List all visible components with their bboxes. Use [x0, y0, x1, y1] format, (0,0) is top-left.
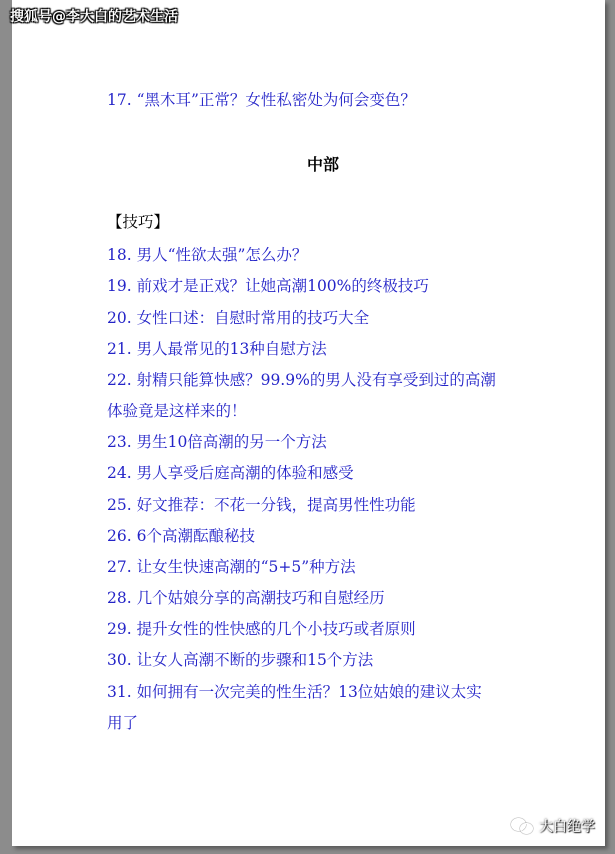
- badge-label: 大白绝学: [539, 819, 595, 835]
- toc-item[interactable]: 30. 让女人高潮不断的步骤和15个方法: [107, 651, 374, 669]
- section-heading: 中部: [307, 155, 340, 174]
- toc-item[interactable]: 20. 女性口述：自慰时常用的技巧大全: [107, 309, 370, 327]
- toc-item[interactable]: 28. 几个姑娘分享的高潮技巧和自慰经历: [107, 589, 385, 607]
- toc-item[interactable]: 21. 男人最常见的13种自慰方法: [107, 340, 327, 358]
- toc-item[interactable]: 17. “黑木耳”正常？女性私密处为何会变色？: [107, 91, 416, 109]
- toc-item[interactable]: 27. 让女生快速高潮的“5+5”种方法: [107, 558, 356, 576]
- toc-item[interactable]: 29. 提升女性的性快感的几个小技巧或者原则: [107, 620, 416, 638]
- toc-item[interactable]: 22. 射精只能算快感？99.9%的男人没有享受到过的高潮: [107, 371, 496, 389]
- toc-item[interactable]: 26. 6个高潮酝酿秘技: [107, 527, 255, 545]
- toc-item[interactable]: 19. 前戏才是正戏？让她高潮100%的终极技巧: [107, 277, 429, 295]
- toc-item-continuation[interactable]: 用了: [107, 714, 139, 732]
- section-label: 【技巧】: [107, 213, 170, 231]
- toc-item[interactable]: 25. 好文推荐：不花一分钱，提高男性性功能: [107, 496, 416, 514]
- wechat-badge: [511, 816, 595, 836]
- toc-item[interactable]: 24. 男人享受后庭高潮的体验和感受: [107, 464, 354, 482]
- toc-item-continuation[interactable]: 体验竟是这样来的！: [107, 402, 247, 420]
- toc-item[interactable]: 23. 男生10倍高潮的另一个方法: [107, 433, 327, 451]
- toc-item[interactable]: 31. 如何拥有一次完美的性生活？13位姑娘的建议太实: [107, 683, 482, 701]
- toc-item[interactable]: 18. 男人“性欲太强”怎么办？: [107, 246, 308, 264]
- source-watermark: 搜狐号@李大白的艺术生活: [10, 9, 178, 25]
- document-page: [12, 0, 605, 846]
- wechat-icon: [511, 817, 533, 835]
